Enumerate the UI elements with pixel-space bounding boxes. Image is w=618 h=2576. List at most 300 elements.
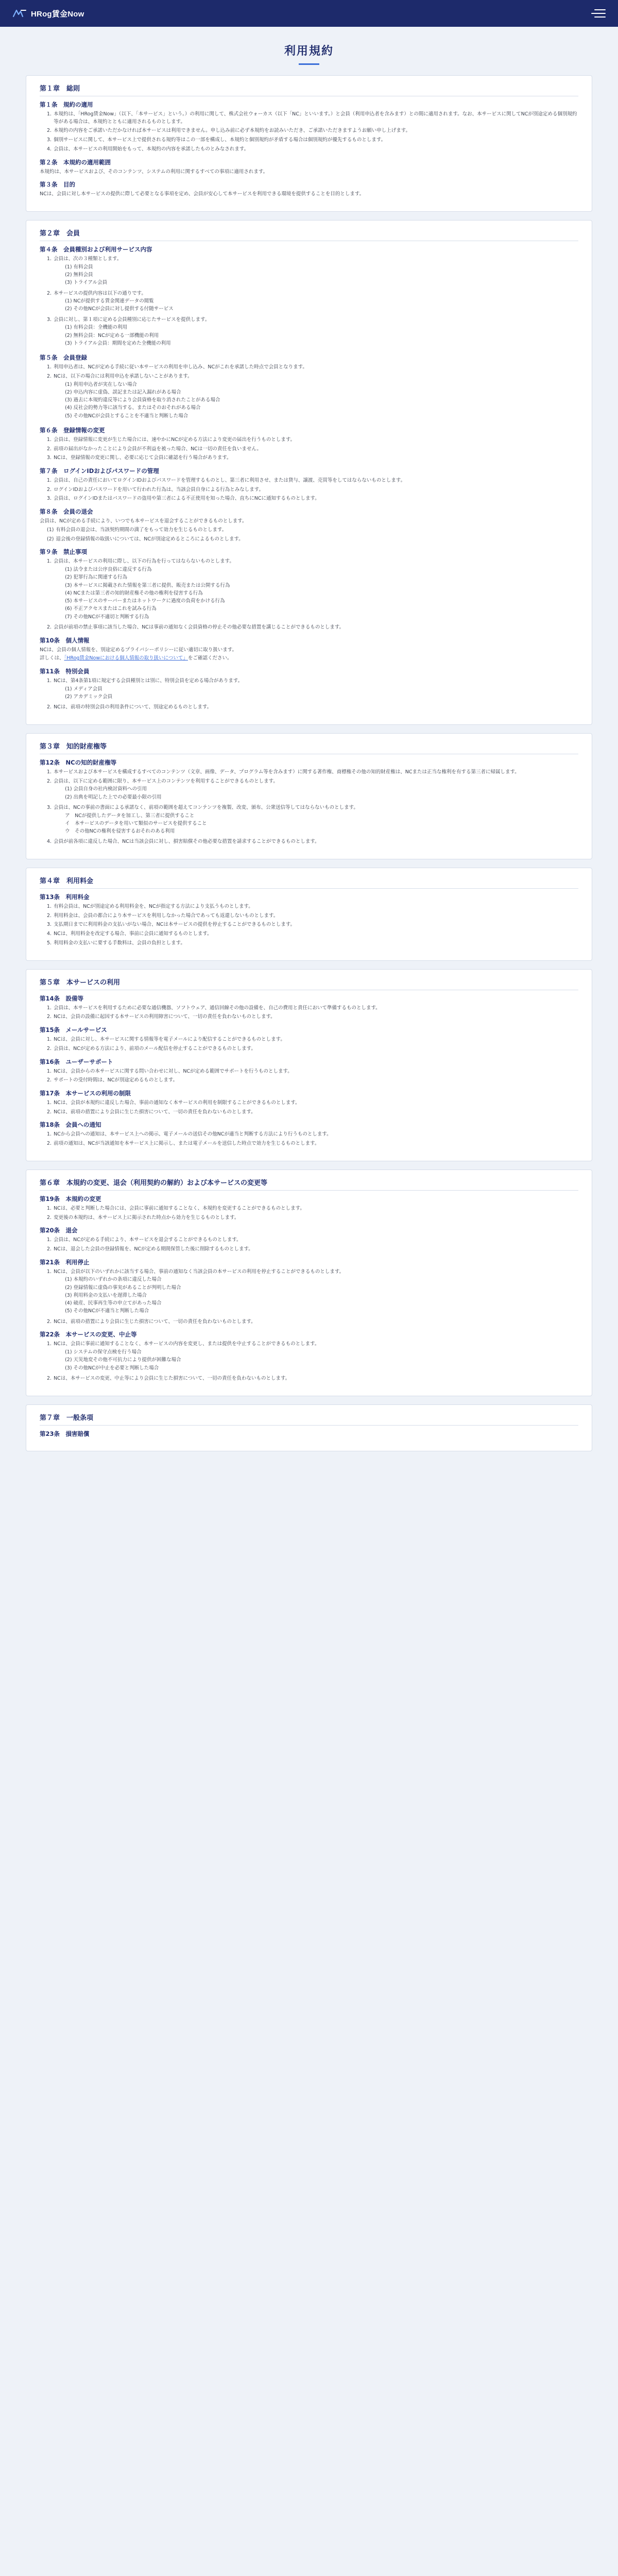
list-item — [47, 1109, 578, 1116]
item-number: 2. — [47, 290, 52, 296]
item-text: NCは、必要と判断した場合には、会員に事前に通知することなく、本規約を変更することができるものとします。 — [54, 1205, 305, 1211]
item-body — [54, 446, 262, 453]
item-number: 3. — [47, 316, 52, 323]
item-number: 1. — [47, 1341, 52, 1347]
subitem: (1) 会員自身の社内検討資料への引用 — [65, 786, 147, 792]
item-text: ログインIDおよびパスワードを用いて行われた行為は、当該会員自身による行為とみなします。 — [54, 486, 264, 493]
item-body — [54, 838, 319, 846]
subitem: (2) 天災地変その他不可抗力により提供が困難な場合 — [65, 1357, 181, 1363]
article-title: 第18条 会員への通知 — [40, 1121, 101, 1129]
chapter-title: 第４章 利用料金 — [40, 875, 578, 889]
list-item — [47, 558, 578, 622]
article — [40, 180, 578, 198]
item-text: NCは、第4条第1項に規定する会員種別とは別に、特別会員を定める場合があります。 — [54, 677, 243, 684]
subitem: ア NCが提供したデータを加工し、第三者に提供すること — [65, 812, 195, 819]
article-title: 第２条 本規約の適用範囲 — [40, 158, 111, 166]
item-number: 2. — [47, 1014, 52, 1020]
subitem: (1) 本規約のいずれかの条項に違反した場合 — [65, 1277, 162, 1283]
article — [40, 245, 578, 349]
article — [40, 1089, 578, 1116]
subitem: (5) 本サービスのサーバーまたはネットワークに過度の負荷をかける行為 — [65, 598, 225, 604]
chapter-section — [26, 220, 592, 725]
chapter-title: 第３章 知的財産権等 — [40, 741, 578, 754]
subitem-list — [54, 812, 358, 836]
item-text: 本サービスの提供内容は以下の通りです。 — [54, 290, 146, 296]
subitem: (6) 不正アクセスまたはこれを試みる行為 — [65, 606, 157, 612]
chapter-section — [26, 1170, 592, 1396]
article — [40, 758, 578, 846]
chapter-title: 第２章 会員 — [40, 228, 578, 241]
subitem-list — [54, 686, 243, 701]
item-body — [54, 804, 358, 837]
item-body — [54, 111, 578, 126]
article-item-list — [40, 1099, 578, 1116]
subitem: (1) システムの保守点検を行う場合 — [65, 1349, 142, 1355]
list-item — [47, 1036, 578, 1044]
subitem: (7) その他NCが不適切と判断する行為 — [65, 614, 149, 620]
item-text: NCは、前項の特別会員の利用条件について、別途定めるものとします。 — [54, 704, 212, 710]
item-text: 会員は、NCの事前の書面による承諾なく、前項の範囲を超えてコンテンツを複製、改変、頒布、公衆送信等してはならないものとします。 — [54, 804, 358, 810]
list-item — [47, 446, 578, 453]
item-text: 変更後の本規約は、本サービス上に掲示された時点から効力を生じるものとします。 — [54, 1214, 239, 1221]
item-text: 会員は、本サービスの利用開始をもって、本規約の内容を承諾したものとみなされます。 — [54, 146, 249, 152]
item-number: (2) — [47, 536, 54, 542]
item-body — [54, 1099, 300, 1107]
item-text: NCは、登録情報の変更に関し、必要に応じて会員に確認を行う場合があります。 — [54, 455, 232, 461]
subitem: (1) 有料会員 — [65, 264, 93, 270]
item-number: (1) — [47, 527, 54, 533]
list-item — [47, 1341, 578, 1373]
item-body — [54, 1205, 305, 1213]
article — [40, 1026, 578, 1053]
article-item-list — [40, 1068, 578, 1084]
list-item — [47, 495, 578, 503]
article-title: 第７条 ログインIDおよびパスワードの管理 — [40, 467, 159, 475]
article — [40, 507, 578, 543]
item-body — [56, 527, 227, 534]
item-text: NCは、会員が以下のいずれかに該当する場合、事前の通知なく当該会員の本サービスの利用を停止することができるものとします。 — [54, 1268, 345, 1275]
article — [40, 467, 578, 503]
list-item — [47, 930, 578, 938]
subitem-list — [54, 566, 234, 621]
item-text: 会員は、自己の責任においてログインIDおよびパスワードを管理するものとし、第三者に利用させ、または貸与、譲渡、売買等をしてはならないものとします。 — [54, 478, 406, 484]
item-number: 2. — [47, 1375, 52, 1381]
item-text: NCは、会員に事前に通知することなく、本サービスの内容を変更し、または提供を中止することができるものとします。 — [54, 1341, 320, 1347]
item-number: 1. — [47, 1099, 52, 1106]
article — [40, 1430, 578, 1438]
item-number: 1. — [47, 1005, 52, 1011]
subitem: (5) その他NCが不適当と判断した場合 — [65, 1308, 149, 1314]
item-text: 会員が前各項に違反した場合、NCは当該会員に対し、損害賠償その他必要な措置を請求することができるものとします。 — [54, 839, 320, 845]
article — [40, 353, 578, 421]
subitem: (1) NCが提供する賃金関連データの閲覧 — [65, 298, 154, 304]
page-title-area — [0, 27, 618, 75]
list-item — [47, 1077, 578, 1084]
item-text: 前項の通知は、NCが当該通知を本サービス上に掲示し、または電子メールを送信した時点で効力を生じるものとします。 — [54, 1141, 320, 1147]
item-number: 1. — [47, 1237, 52, 1243]
article-title: 第13条 利用料金 — [40, 893, 90, 901]
item-number: 4. — [47, 839, 52, 845]
article — [40, 1058, 578, 1084]
item-number: 1. — [47, 1205, 52, 1211]
item-number: 1. — [47, 256, 52, 262]
subitem: (1) メディア会員 — [65, 686, 102, 692]
item-number: 4. — [47, 146, 52, 152]
terms-content — [0, 75, 618, 1451]
item-body — [54, 316, 210, 349]
list-item — [47, 1045, 578, 1053]
article-title: 第３条 目的 — [40, 181, 75, 189]
item-body — [54, 1375, 290, 1383]
item-body — [54, 146, 249, 154]
subitem: (2) 無料会員：NCが定める一部機能の利用 — [65, 332, 159, 338]
item-body — [54, 454, 231, 462]
item-number: 2. — [47, 778, 52, 784]
subitem-list — [54, 381, 220, 420]
item-number: 1. — [47, 1037, 52, 1043]
item-number: 3. — [47, 137, 52, 143]
item-body — [54, 1214, 239, 1222]
item-text: 会員は、ログインIDまたはパスワードの盗用や第三者による不正使用を知った場合、直ちにNCに通知するものとします。 — [54, 496, 320, 502]
logo[interactable] — [12, 8, 84, 19]
item-number: 2. — [47, 624, 52, 630]
item-text: 会員は、NCが定める方法により、前項のメール配信を停止することができるものとします。 — [54, 1045, 256, 1052]
item-body — [54, 769, 520, 776]
article — [40, 636, 578, 663]
article-title: 第６条 登録情報の変更 — [40, 426, 105, 434]
item-body — [54, 1005, 381, 1012]
item-number: 3. — [47, 922, 52, 928]
item-text: NCは、会員に対し、本サービスに関する情報等を電子メールにより配信することができるものとします。 — [54, 1037, 285, 1043]
article — [40, 1258, 578, 1326]
page-title: 利用規約 — [284, 45, 334, 58]
subitem: (2) その他NCが会員に対し提供する付随サービス — [65, 306, 174, 312]
article-item-list — [40, 1036, 578, 1053]
list-item — [47, 677, 578, 702]
item-text: 会員は、本サービスの利用に際し、以下の行為を行ってはならないものとします。 — [54, 558, 234, 565]
item-number: 1. — [47, 558, 52, 565]
subitem: (2) 犯罪行為に関連する行為 — [65, 574, 128, 581]
item-number: 2. — [47, 1109, 52, 1115]
item-text: NCは、会員の設備に起因する本サービスの利用障害について、一切の責任を負わないものとします。 — [54, 1014, 276, 1020]
item-number: 1. — [47, 904, 52, 910]
list-item — [47, 111, 578, 126]
item-number: 2. — [47, 1141, 52, 1147]
list-item — [47, 1140, 578, 1148]
article-item-list — [40, 677, 578, 711]
article — [40, 1330, 578, 1382]
list-item — [47, 903, 578, 911]
item-number: 2. — [47, 128, 52, 134]
list-item — [47, 256, 578, 288]
item-number: 2. — [47, 446, 52, 452]
article — [40, 158, 578, 176]
list-item — [47, 486, 578, 494]
item-number: 1. — [47, 436, 52, 443]
article-title: 第９条 禁止事項 — [40, 548, 87, 556]
article — [40, 100, 578, 154]
subitem: ウ その他NCの権利を侵害するおそれのある利用 — [65, 828, 175, 835]
article-title: 第19条 本規約の変更 — [40, 1195, 101, 1202]
article — [40, 1226, 578, 1253]
article-item-list — [40, 1268, 578, 1326]
article-item-list — [40, 1236, 578, 1253]
item-text: 支払期日までに利用料金の支払いがない場合、NCは本サービスの提供を停止することができるものとします。 — [54, 922, 296, 928]
item-text: 本規約の内容をご承諾いただかなければ本サービスは利用できません。申し込み前に必ず本規約をお読みいただき、ご承諾いただきますようお願い申し上げます。 — [54, 128, 411, 134]
list-item — [47, 1375, 578, 1383]
item-body — [54, 495, 320, 503]
article-item-list — [40, 256, 578, 349]
item-body — [54, 1013, 276, 1021]
logo-icon — [12, 9, 27, 18]
item-text: 前項の届出がなかったことにより会員が不利益を被った場合、NCは一切の責任を負いません。 — [54, 446, 262, 452]
article — [40, 426, 578, 462]
list-item — [47, 364, 578, 371]
article-item-list — [40, 111, 578, 154]
item-text: 退会後の登録情報の取扱いについては、NCが別途定めるところによるものとします。 — [56, 536, 244, 542]
article-title: 第５条 会員登録 — [40, 354, 87, 362]
item-number: 2. — [47, 1214, 52, 1221]
list-item — [47, 1205, 578, 1213]
item-number: 2. — [47, 1246, 52, 1252]
article-item-list — [40, 477, 578, 503]
item-body — [54, 558, 234, 622]
list-item — [47, 704, 578, 711]
list-item — [47, 373, 578, 421]
item-text: 本規約は、「HRog賃金Now」（以下、「本サービス」という。）の利用に関して、株式会社ウォーカス（以下「NC」といいます。）と会員（利用申込者を含みます）との間に適用されます。なお、本サービスに関してNCが別途定める個別規約等がある場合は、本規約とともに適用されるものとします。 — [54, 111, 577, 125]
item-text: 会員は、次の３種類とします。 — [54, 256, 122, 262]
item-body — [54, 940, 185, 947]
item-text: 会員が前項の禁止事項に該当した場合、NCは事前の通知なく会員資格の停止その他必要な措置を講じることができるものとします。 — [54, 624, 345, 630]
list-item — [47, 940, 578, 947]
item-body — [54, 921, 295, 929]
item-number: 2. — [47, 912, 52, 919]
article — [40, 548, 578, 631]
article-item-list — [40, 558, 578, 631]
list-item — [47, 1268, 578, 1317]
list-item — [47, 1318, 578, 1326]
article-title: 第10条 個人情報 — [40, 636, 90, 644]
logo-text: HRog賃金Now — [31, 9, 84, 19]
article — [40, 893, 578, 947]
item-body — [54, 290, 174, 315]
article — [40, 667, 578, 711]
list-item — [47, 1068, 578, 1076]
item-body — [54, 127, 410, 135]
article — [40, 1195, 578, 1222]
subitem-list — [54, 1276, 344, 1315]
item-body — [54, 1036, 285, 1044]
subitem: イ 本サービスのデータを用いて類似のサービスを提供すること — [65, 820, 207, 826]
item-text: 利用料金は、会員の都合により本サービスを利用しなかった場合であっても返還しないものとします。 — [54, 912, 279, 919]
article-title: 第12条 NCの知的財産権等 — [40, 758, 117, 766]
item-number: 1. — [47, 478, 52, 484]
item-text: NCは、退会した会員の登録情報を、NCが定める期間保管した後に削除するものとします。 — [54, 1246, 253, 1252]
article-item-list — [40, 1341, 578, 1382]
article-item-list — [40, 1005, 578, 1021]
list-item — [47, 316, 578, 349]
article — [40, 1121, 578, 1147]
item-body — [54, 704, 212, 711]
privacy-policy-link[interactable]: 「HRog賃金Nowにおける個人情報の取り扱いについて」 — [64, 655, 188, 662]
list-item — [47, 624, 578, 632]
item-text: NCは、本サービスの変更、中止等により会員に生じた損害について、一切の責任を負わないものとします。 — [54, 1375, 290, 1381]
article-title: 第１条 規約の適用 — [40, 101, 93, 108]
item-body — [56, 536, 243, 544]
item-number: 3. — [47, 455, 52, 461]
article-title: 第８条 会員の退会 — [40, 508, 93, 516]
article-title: 第20条 退会 — [40, 1227, 78, 1234]
list-item — [47, 778, 578, 803]
subitem-list — [54, 264, 122, 287]
list-item — [47, 137, 578, 144]
item-text: NCは、以下の場合には利用申込を承諾しないことがあります。 — [54, 373, 193, 379]
item-number: 2. — [47, 1045, 52, 1052]
subitem: (3) トライアル会員 — [65, 280, 108, 286]
item-text: NCは、前項の措置により会員に生じた損害について、一切の責任を負わないものとします。 — [54, 1109, 256, 1115]
item-number: 2. — [47, 1077, 52, 1083]
subitem: (1) 法令または公序良俗に違反する行為 — [65, 567, 152, 573]
item-body — [54, 912, 278, 920]
link-trailing-text: をご確認ください。 — [187, 655, 232, 662]
item-text: NCは、前項の措置により会員に生じた損害について、一切の責任を負わないものとします。 — [54, 1318, 256, 1325]
list-item — [47, 1005, 578, 1012]
article-title: 第21条 利用停止 — [40, 1258, 90, 1266]
article — [40, 994, 578, 1021]
subitem: (4) 反社会的勢力等に該当する、またはそのおそれがある場合 — [65, 405, 201, 411]
subitem: (2) 申込内容に虚偽、誤記または記入漏れがある場合 — [65, 389, 181, 395]
subitem-list — [54, 786, 278, 801]
subitem-list — [54, 324, 210, 347]
item-body — [54, 930, 212, 938]
item-number: 1. — [47, 1068, 52, 1074]
list-item — [47, 1013, 578, 1021]
list-item — [47, 1236, 578, 1244]
item-text: 会員は、本サービスを利用するために必要な通信機器、ソフトウェア、通信回線その他の設備を、自己の費用と責任において準備するものとします。 — [54, 1005, 381, 1011]
list-item — [47, 1214, 578, 1222]
list-item — [47, 290, 578, 315]
subitem: (3) 利用料金の支払いを遅滞した場合 — [65, 1292, 147, 1298]
item-body — [54, 903, 253, 911]
privacy-link-paragraph — [40, 655, 578, 663]
item-text: NCから会員への通知は、本サービス上への掲示、電子メールの送信その他NCが適当と判断する方法により行うものとします。 — [54, 1131, 332, 1138]
item-body — [54, 1341, 319, 1373]
list-item — [47, 146, 578, 154]
article-item-list — [40, 527, 578, 543]
item-body — [54, 477, 405, 485]
list-item — [47, 921, 578, 929]
subitem: (1) 利用申込者が実在しない場合 — [65, 381, 138, 387]
item-text: 有料会員は、NCが別途定める利用料金を、NCが指定する方法により支払うものとします。 — [54, 904, 253, 910]
subitem: (3) トライアル会員：期間を定めた全機能の利用 — [65, 340, 171, 346]
item-body — [54, 1246, 253, 1253]
chapter-section — [26, 868, 592, 961]
list-item — [47, 477, 578, 485]
item-body — [54, 436, 295, 444]
item-text: 本サービスおよび本サービスを構成するすべてのコンテンツ（文章、画像、データ、プログラム等を含みます）に関する著作権、商標権その他の知的財産権は、NCまたは正当な権利を有する第三者に帰属します。 — [54, 769, 520, 775]
list-item — [47, 769, 578, 776]
item-number: 2. — [47, 704, 52, 710]
list-item — [47, 436, 578, 444]
article-title: 第23条 損害賠償 — [40, 1430, 90, 1437]
item-body — [54, 1077, 178, 1084]
item-text: 会員に対し、第１項に定める会員種別に応じたサービスを提供します。 — [54, 316, 210, 323]
article-paragraph: NCは、会員に対し本サービスの提供に際して必要となる事項を定め、会員が安心して本サービスを利用できる環境を提供することを目的とします。 — [40, 191, 365, 197]
item-number: 1. — [47, 1131, 52, 1138]
subitem: (2) アカデミック会員 — [65, 693, 113, 700]
chapter-title: 第６章 本規約の変更、退会（利用契約の解約）および本サービスの変更等 — [40, 1177, 578, 1191]
article-item-list — [40, 1205, 578, 1222]
article-item-list — [40, 364, 578, 421]
article-item-list — [40, 903, 578, 947]
item-number: 1. — [47, 364, 52, 370]
item-body — [54, 1268, 344, 1317]
subitem: (3) その他NCが中止を必要と判断した場合 — [65, 1365, 159, 1371]
subitem-list — [54, 1349, 319, 1372]
item-number: 2. — [47, 1318, 52, 1325]
article-title: 第16条 ユーザーサポート — [40, 1058, 113, 1065]
hamburger-menu-icon[interactable] — [591, 6, 606, 21]
list-item — [47, 454, 578, 462]
article-item-list — [40, 1131, 578, 1147]
item-number: 5. — [47, 940, 52, 946]
subitem: (3) 過去に本規約違反等により会員資格を取り消されたことがある場合 — [65, 397, 220, 403]
list-item — [47, 1099, 578, 1107]
article-title: 第14条 設備等 — [40, 994, 84, 1002]
subitem: (5) その他NCが会員とすることを不適当と判断した場合 — [65, 413, 188, 419]
item-number: 3. — [47, 804, 52, 810]
item-text: 利用申込者は、NCが定める手続に従い本サービスの利用を申し込み、NCがこれを承諾した時点で会員となります。 — [54, 364, 307, 370]
item-body — [54, 1131, 332, 1139]
item-body — [54, 778, 278, 803]
list-item — [47, 838, 578, 846]
title-underline — [299, 63, 319, 65]
item-body — [54, 364, 307, 371]
item-body — [54, 256, 122, 288]
article-title: 第17条 本サービスの利用の制限 — [40, 1089, 131, 1097]
item-body — [54, 486, 264, 494]
item-body — [54, 624, 344, 632]
item-text: 個別サービスに関して、本サービス上で提供される規約等はこの一部を構成し、本規約と個別規約が矛盾する場合は個別規約が優先するものとします。 — [54, 137, 386, 143]
chapter-title: 第１章 総則 — [40, 83, 578, 96]
article-title: 第15条 メールサービス — [40, 1026, 107, 1034]
item-text: サポートの受付時間は、NCが別途定めるものとします。 — [54, 1077, 178, 1083]
article-title: 第11条 特別会員 — [40, 667, 90, 675]
item-text: 利用料金の支払いに要する手数料は、会員の負担とします。 — [54, 940, 185, 946]
subitem: (2) 出典を明記した上での必要最小限の引用 — [65, 794, 162, 800]
item-number: 3. — [47, 496, 52, 502]
chapter-section — [26, 969, 592, 1161]
article-paragraph: 会員は、NCが定める手続により、いつでも本サービスを退会することができるものとします。 — [40, 518, 247, 524]
item-body — [54, 1140, 319, 1148]
item-body — [54, 137, 386, 144]
item-number: 1. — [47, 111, 52, 117]
item-body — [54, 1109, 256, 1116]
item-number: 4. — [47, 931, 52, 937]
chapter-title: 第５章 本サービスの利用 — [40, 977, 578, 990]
list-item — [47, 127, 578, 135]
link-lead-text: 詳しくは、 — [40, 655, 64, 662]
item-body — [54, 1045, 256, 1053]
item-text: 会員は、以下に定める範囲に限り、本サービス上のコンテンツを利用することができるものとします。 — [54, 778, 278, 784]
subitem: (4) NCまたは第三者の知的財産権その他の権利を侵害する行為 — [65, 590, 203, 596]
subitem-list — [54, 298, 174, 313]
item-body — [54, 1318, 256, 1326]
subitem: (1) 有料会員：全機能の利用 — [65, 325, 128, 331]
list-item — [47, 1131, 578, 1139]
item-text: NCは、会員からの本サービスに関する問い合わせに対し、NCが定める範囲でサポートを行うものとします。 — [54, 1068, 293, 1074]
item-body — [54, 1068, 293, 1076]
